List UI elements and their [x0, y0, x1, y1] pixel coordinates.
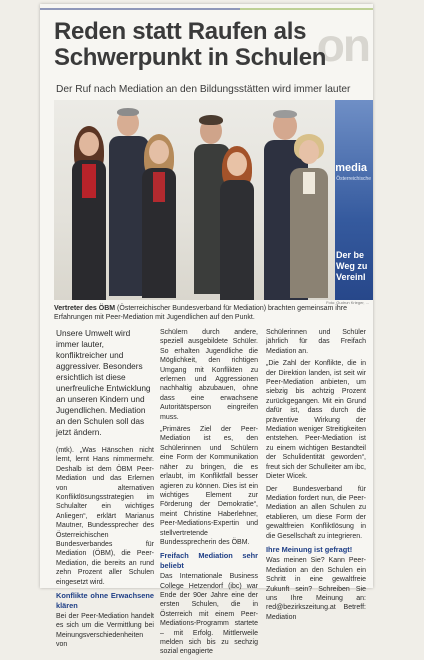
- group-photo: [54, 100, 373, 300]
- photo-caption: [54, 304, 372, 322]
- paragraph: „Die Zahl der Konflikte, die in der Direktion landen, ist seit wir Peer-Mediation anbieten, um siebzig bis achtzig Prozent zurückgegangen. Mit ein Grund dafür ist, dass durch die präventive Wirkung der Mediation weniger Streitigkeiten entstehen. Peer-Mediation ist zu einem wichtigen Bestandteil der Schulidentität geworden“, freut sich der Schulleiter am ibc, Dieter Wicek.: [266, 360, 366, 481]
- paragraph: (mtk). „Was Hänschen nicht lernt, lernt Hans nimmermehr. Deshalb ist dem ÖBM Peer-Mediation und das Erlernen von alternativen Konfliktlösungsstrategien im Schulalter ein wichtiges Anliegen“, erklärt Marianus Mautner, Bundessprecher des Österreichischen Bundesverbandes für Mediation (ÖBM), die Peer-Mediation, die bereits an rund zehn Prozent aller Schulen eingesetzt wird.: [56, 447, 154, 586]
- section-heading: Freifach Mediation sehr beliebt: [160, 551, 258, 570]
- paragraph: Das Internationale Business College Hetzendorf (ibc) war Ende der 90er Jahre eine der ersten Schulen, die in Österreich mit einem Peer-Mediations-Programm startete – mit Erfolg. Mittlerweile melden sich bis zu sechzig sozial engagierte: [160, 573, 258, 656]
- header-rule: [40, 8, 373, 10]
- paragraph: Der Bundesverband für Mediation fordert nun, die Peer-Mediation an allen Schulen zu etablieren, um diese Form der gewaltfreien Konfliktlösung in die Gesellschaft zu integrieren.: [266, 485, 366, 540]
- column-2: [160, 328, 258, 660]
- background-watermark: on: [316, 19, 369, 71]
- caption-text: (Österreichischer Bundesverband für Mediation) brachten gemeinsam ihre Erfahrungen mit Peer-Mediation mit Jugendlichen auf den Punkt.: [54, 305, 347, 321]
- lead-paragraph: Unsere Umwelt wird immer lauter, konfliktreicher und aggressiver. Besonders ersichtlich ist diese unerfreuliche Entwicklung an unseren Kindern und Jugendlichen. Mediation an den Schulen soll das jetzt ändern.: [56, 328, 151, 437]
- column-3: [266, 328, 366, 625]
- section-heading: Ihre Meinung ist gefragt!: [266, 544, 353, 554]
- paragraph: Schülerinnen und Schüler jährlich für das Freifach Mediation an.: [266, 329, 366, 355]
- paragraph: Schülern durch andere, speziell ausgebildete Schüler. So erhalten Jugendliche die Möglichkeit, den richtigen Umgang mit Konflikten zu erlernen und Aggressionen nachhaltig abzubauen, ohne dass eine erwachsene Autoritätsperson eingreifen muss.: [160, 329, 258, 421]
- headline: Reden statt Raufen als Schwerpunkt in Schulen: [54, 18, 327, 71]
- banner-logo: media: [335, 162, 367, 174]
- banner-subtitle: Österreichische: [336, 176, 371, 182]
- subheadline: Der Ruf nach Mediation an den Bildungsstätten wird immer lauter: [56, 84, 351, 95]
- paragraph: Was meinen Sie? Kann Peer-Mediation an den Schulen ein Schritt in eine gewaltfreie Zukunft sein? Schreiben Sie uns Ihre Meinung an: red@bezirkszeitung.at Betreff: Mediation: [266, 557, 366, 621]
- section-heading: Konflikte ohne Erwachsene klären: [56, 591, 154, 610]
- newspaper-page: [40, 4, 373, 656]
- column-1: [56, 328, 154, 653]
- paragraph: Bei der Peer-Mediation handelt es sich um die Vermittlung bei Meinungsverschiedenheiten von: [56, 612, 154, 649]
- paragraph: „Primäres Ziel der Peer-Mediation ist es, den Schülerinnen und Schülern eine Form der Kommunikation näher zu bringen, die es erlaubt, im Konfliktfall besser agieren zu können. Dies ist ein wichtiges Element zur Förderung der Demokratie“, meint Christine Haberlehner, Peer-Mediations-Expertin und stellvertretende Bundessprecherin des ÖBM.: [160, 426, 258, 546]
- mediation-banner: [335, 100, 373, 300]
- banner-claim: Der be Weg zu Vereinl: [336, 250, 368, 282]
- photo-credit: Foto: Gudrun Krieger, ...: [326, 300, 369, 305]
- caption-bold: Vertreter des ÖBM: [54, 305, 116, 312]
